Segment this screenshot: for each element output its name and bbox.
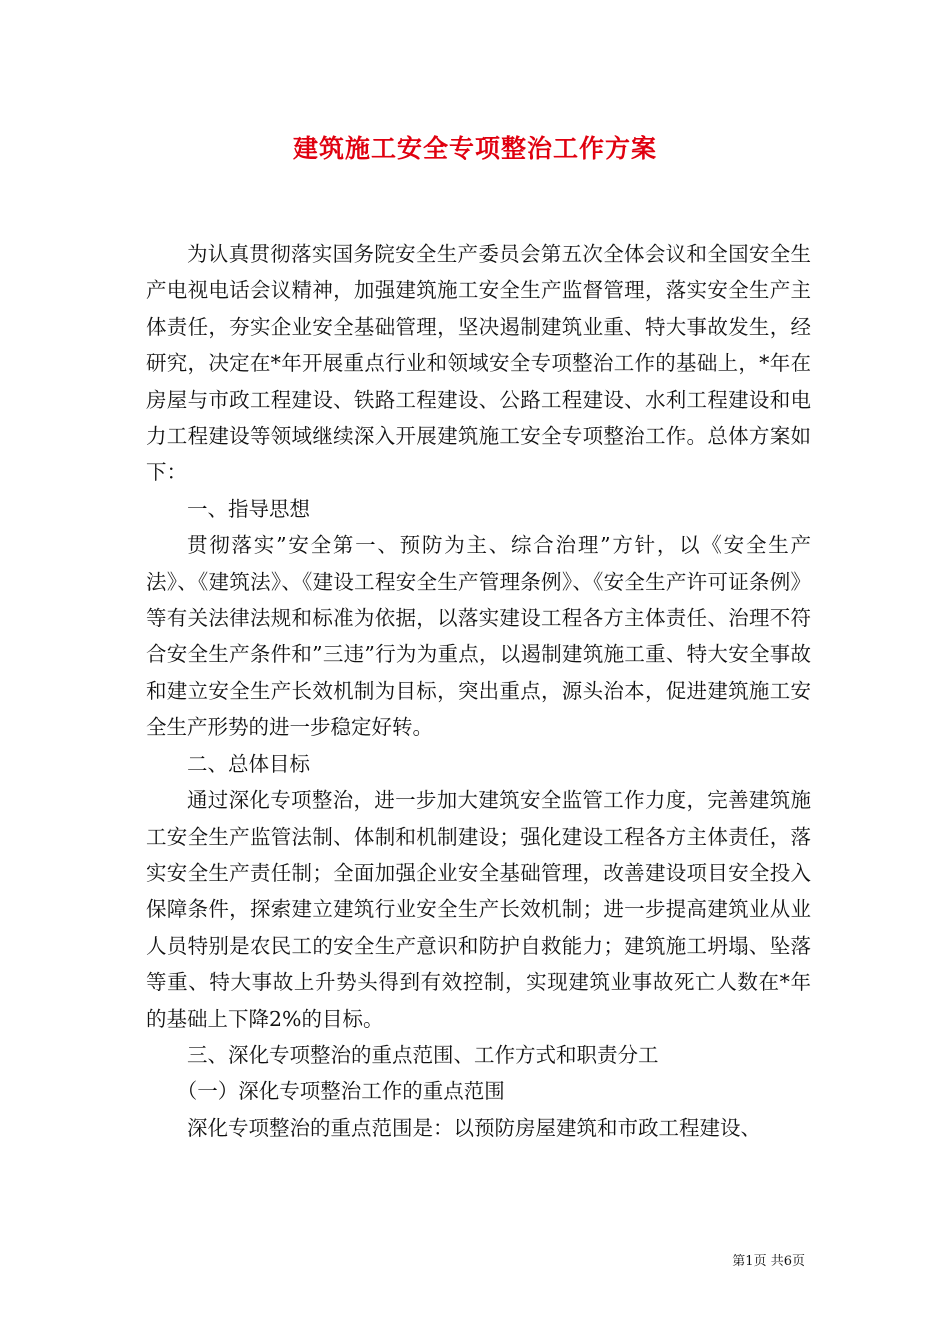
page-total: 6	[783, 1254, 792, 1269]
section-heading-scope-and-duties: 三、深化专项整治的重点范围、工作方式和职责分工	[187, 1042, 659, 1067]
page-middle: 页 共	[753, 1254, 784, 1269]
page-number-footer	[0, 1253, 805, 1271]
page-prefix: 第	[732, 1254, 746, 1269]
paragraph-intro: 为认真贯彻落实国务院安全生产委员会第五次全体会议和全国安全生产电视电话会议精神，加强建筑施工安全生产监督管理，落实安全生产主体责任，夯实企业安全基础管理，坚决遏制建筑业重、特大事故发生，经研究，决定在*年开展重点行业和领域安全专项整治工作的基础上，*年在房屋与市政工程建设、铁路工程建设、公路工程建设、水利工程建设和电力工程建设等领域继续深入开展建筑施工安全专项整治工作。总体方案如下：	[146, 242, 811, 485]
document-body	[146, 236, 811, 1146]
page-suffix: 页	[791, 1254, 805, 1269]
page-current: 1	[745, 1254, 754, 1269]
section-heading-overall-goal: 二、总体目标	[187, 751, 310, 776]
section-heading-guiding-ideology: 一、指导思想	[187, 496, 310, 521]
paragraph-guiding-ideology: 贯彻落实”安全第一、预防为主、综合治理”方针，以《安全生产法》、《建筑法》、《建设工程安全生产管理条例》、《安全生产许可证条例》等有关法律法规和标准为依据，以落实建设工程各方主体责任、治理不符合安全生产条件和”三违”行为为重点，以遏制建筑施工重、特大安全事故和建立安全生产长效机制为目标，突出重点，源头治本，促进建筑施工安全生产形势的进一步稳定好转。	[146, 533, 811, 740]
document-title: 建筑施工安全专项整治工作方案	[292, 134, 657, 163]
paragraph-overall-goal: 通过深化专项整治，进一步加大建筑安全监管工作力度，完善建筑施工安全生产监管法制、体制和机制建设；强化建设工程各方主体责任，落实安全生产责任制；全面加强企业安全基础管理，改善建设项目安全投入保障条件，探索建立建筑行业安全生产长效机制；进一步提高建筑业从业人员特别是农民工的安全生产意识和防护自救能力；建筑施工坍塌、坠落等重、特大事故上升势头得到有效控制，实现建筑业事故死亡人数在*年的基础上下降2%的目标。	[146, 788, 811, 1031]
subsection-heading-key-scope: （一）深化专项整治工作的重点范围	[176, 1079, 505, 1104]
paragraph-key-scope: 深化专项整治的重点范围是：以预防房屋建筑和市政工程建设、	[187, 1115, 761, 1140]
